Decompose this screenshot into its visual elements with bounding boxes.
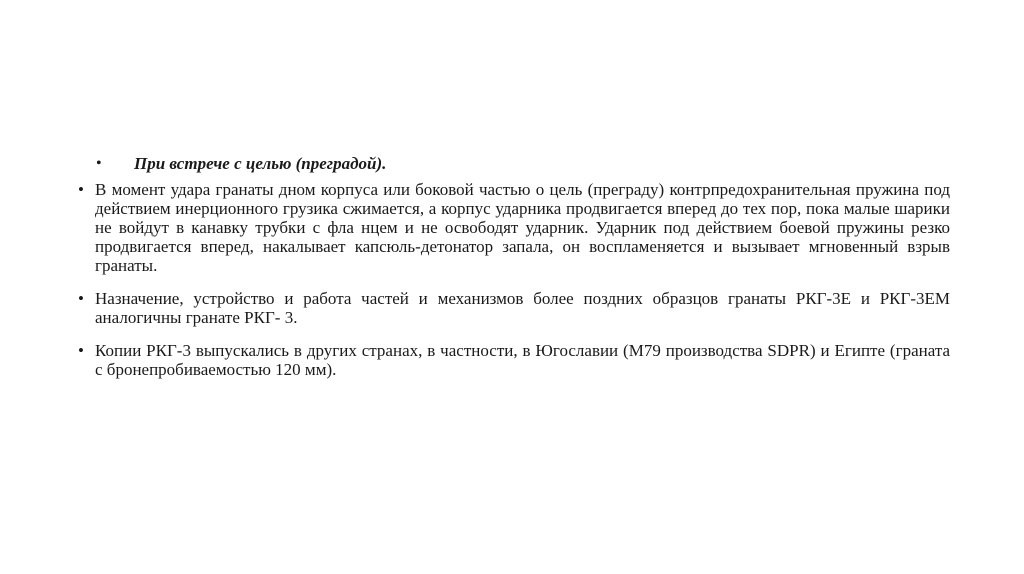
paragraph-bullet: • xyxy=(78,341,84,360)
paragraph-later-models xyxy=(78,289,950,327)
paragraph-text: В момент удара гранаты дном корпуса или боковой частью о цель (преграду) контрпредохранительная пружина под действием инерционного грузика сжимается, а корпус ударника продвигается вперед до тех пор, пока малые шарики не войдут в канавку трубки с фла нцем и не освободят ударник. Ударник под действием боевой пружины резко продвигается вперед, накалывает капсюль-детонатор запала, он воспламеняется и вызывает мгновенный взрыв гранаты. xyxy=(95,180,950,275)
paragraph-impact-mechanism xyxy=(78,180,950,275)
section-heading xyxy=(78,152,950,176)
heading-text: При встрече с целью (преградой). xyxy=(134,154,387,173)
paragraph-text: Копии РКГ-3 выпускались в других странах, в частности, в Югославии (М79 производства SDPR) и Египте (граната с бронепробиваемостью 120 мм). xyxy=(95,341,950,379)
heading-bullet: • xyxy=(96,155,102,172)
paragraph-text: Назначение, устройство и работа частей и механизмов более поздних образцов гранаты РКГ-3Е и РКГ-3ЕМ аналогичны гранате РКГ- 3. xyxy=(95,289,950,327)
slide-content xyxy=(78,152,950,393)
paragraph-bullet: • xyxy=(78,180,84,199)
paragraph-foreign-copies xyxy=(78,341,950,379)
paragraph-bullet: • xyxy=(78,289,84,308)
